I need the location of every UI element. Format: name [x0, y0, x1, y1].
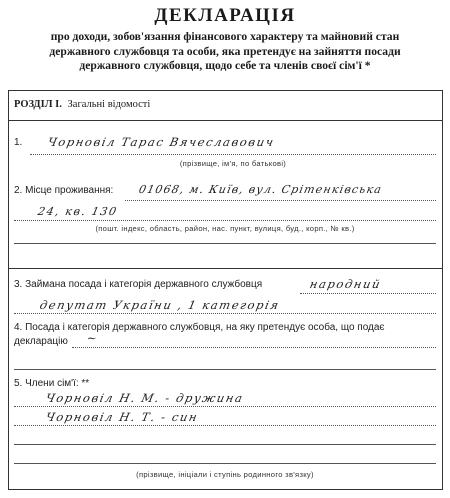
subtitle-line-3: державного службовця, щодо себе та членів своєї сім'ї *	[79, 59, 371, 72]
current-position-value-line-1: народний	[308, 277, 383, 291]
field-2-divider	[8, 268, 443, 269]
declaration-subtitle	[0, 30, 450, 74]
applied-position-line-2	[14, 369, 436, 370]
full-name-caption: (прізвище, ім'я, по батькові)	[179, 159, 287, 168]
family-members-caption: (прізвище, ініціали і ступінь родинного зв'язку)	[136, 470, 314, 479]
section-number: РОЗДІЛ І.	[14, 99, 62, 110]
family-line-1	[14, 406, 436, 407]
family-members-label: 5. Члени сім'ї: **	[14, 378, 90, 389]
section-title: Загальні відомості	[67, 99, 151, 110]
current-position-line-2	[14, 313, 436, 314]
family-line-2	[14, 425, 436, 426]
full-name-value: Чорновіл Тарас Вячеславович	[46, 135, 277, 149]
residence-caption: (пошт. індекс, область, район, нас. пункт, вулиця, буд., корп., № кв.)	[95, 224, 355, 233]
subtitle-line-1: про доходи, зобов'язання фінансового характеру та майновий стан	[50, 30, 400, 43]
family-line-3	[14, 444, 436, 445]
subtitle-line-2: державного службовця та особи, яка претендує на зайняття посади	[49, 44, 401, 58]
residence-line-3	[14, 243, 436, 244]
family-member-2: Чорновіл Н. Т. - син	[44, 410, 200, 424]
family-member-1: Чорновіл Н. М. - дружина	[44, 391, 246, 405]
field-1-number: 1.	[14, 137, 23, 148]
residence-line-1	[125, 200, 436, 201]
residence-label: 2. Місце проживання:	[14, 185, 114, 196]
current-position-line-1	[300, 293, 436, 294]
section-heading	[14, 99, 150, 110]
current-position-value-line-2: депутат України , 1 категорія	[38, 298, 282, 312]
applied-position-line-1	[72, 347, 436, 348]
applied-position-label-line-2: декларацію	[14, 336, 68, 347]
family-line-4	[14, 463, 436, 464]
current-position-label: 3. Займана посада і категорія державного службовця	[14, 279, 263, 290]
residence-value-line-1: 01068, м. Київ, вул. Срітенківська	[137, 183, 384, 196]
declaration-title: ДЕКЛАРАЦІЯ	[154, 5, 296, 26]
applied-position-label-line-1: 4. Посада і категорія державного службовця, на яку претендує особа, що подає	[14, 322, 385, 333]
residence-line-2	[14, 220, 436, 221]
section-heading-divider	[8, 120, 443, 121]
residence-value-line-2: 24, кв. 130	[36, 205, 119, 218]
full-name-line	[30, 154, 436, 155]
applied-position-value: ~	[85, 331, 100, 345]
